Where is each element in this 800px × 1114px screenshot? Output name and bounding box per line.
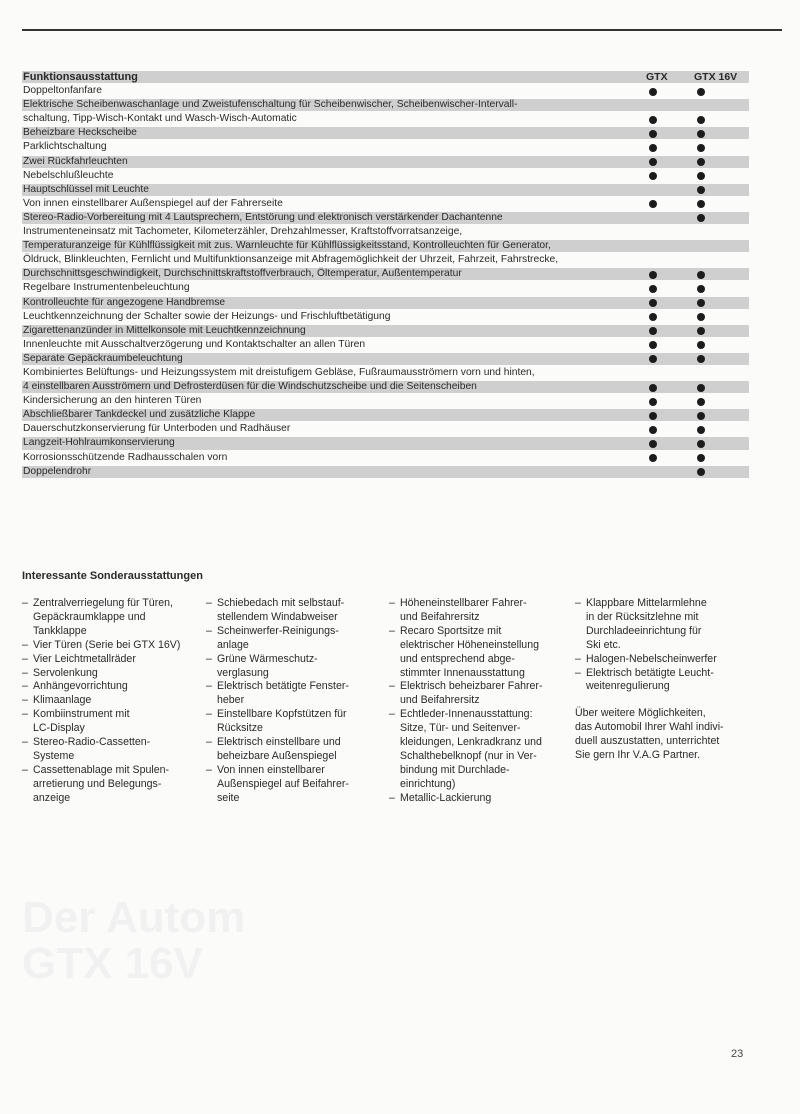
option-item-line: und Beifahrersitz [400,610,480,623]
bullet-dash: – [22,638,28,651]
gtx-included-dot [649,313,657,321]
gtx-16v-included-dot [697,299,705,307]
gtx-16v-included-dot [697,440,705,448]
feature-row [22,267,750,281]
gtx-16v-included-dot [697,200,705,208]
option-item [206,736,376,764]
feature-row [22,310,750,324]
option-item-line: Einstellbare Kopfstützen für [217,708,347,721]
option-item [575,597,760,653]
gtx-included-dot [649,412,657,420]
option-item-line: heber [217,694,245,707]
gtx-16v-included-dot [697,130,705,138]
feature-label: Regelbare Instrumentenbeleuchtung [23,282,190,294]
option-item [206,653,376,681]
bullet-dash: – [206,736,212,749]
options-column-3 [389,597,564,806]
option-item [389,625,564,681]
options-title: Interessante Sonderausstattungen [22,570,203,582]
feature-table [22,70,750,479]
option-item-line: Stereo-Radio-Cassetten- [33,736,151,749]
option-item-line: Metallic-Lackierung [400,791,492,804]
gtx-included-dot [649,285,657,293]
bullet-dash: – [575,652,581,665]
option-item [22,764,202,806]
feature-label: Nebelschlußleuchte [23,169,114,181]
feature-label: Innenleuchte mit Ausschaltverzögerung und Kontaktschalter an allen Türen [23,338,366,350]
feature-row [22,451,750,465]
faded-heading-line: Der Autom [22,893,246,942]
option-item [22,653,202,667]
gtx-included-dot [649,144,657,152]
feature-table-title: Funktionsausstattung [23,71,138,83]
feature-row [22,281,750,295]
option-item-line: seite [217,791,240,804]
feature-row [22,84,750,98]
option-item-line: Vier Leichtmetallräder [33,652,136,665]
option-item-line: beheizbare Außenspiegel [217,749,337,762]
feature-label: Abschließbarer Tankdeckel und zusätzliche Klappe [23,409,256,421]
bullet-dash: – [206,708,212,721]
feature-label: Zigarettenanzünder in Mittelkonsole mit Leuchtkennzeichnung [23,324,306,336]
option-item [22,667,202,681]
option-item-line: Klimaanlage [33,694,92,707]
option-item-line: Durchladeeinrichtung für [586,624,702,637]
feature-row [22,408,750,422]
gtx-16v-included-dot [697,158,705,166]
option-item-line: Elektrisch einstellbare und [217,736,341,749]
bullet-dash: – [22,763,28,776]
feature-row [22,253,750,267]
option-item [389,680,564,708]
bullet-dash: – [22,708,28,721]
option-item-line: verglasung [217,666,269,679]
feature-label: Korrosionsschützende Radhausschalen vorn [23,451,228,463]
feature-row [22,126,750,140]
option-item-line: Außenspiegel auf Beifahrer- [217,777,349,790]
gtx-16v-included-dot [697,341,705,349]
option-item-line: Elektrisch beheizbarer Fahrer- [400,680,543,693]
option-item-line: Elektrisch betätigte Fenster- [217,680,349,693]
option-item-line: Anhängevorrichtung [33,680,128,693]
option-item-line: anzeige [33,791,71,804]
feature-row [22,436,750,450]
column-header-gtx: GTX [646,71,668,83]
gtx-included-dot [649,88,657,96]
option-item-line: Von innen einstellbarer [217,763,325,776]
feature-row [22,225,750,239]
options-column-2 [206,597,376,806]
option-item [389,597,564,625]
option-item-line: Tankklappe [33,624,87,637]
options-column-4 [575,597,760,763]
feature-row [22,183,750,197]
gtx-included-dot [649,454,657,462]
option-item [22,708,202,736]
gtx-included-dot [649,398,657,406]
option-item-line: Scheinwerfer-Reinigungs- [217,624,339,637]
option-item-line: Cassettenablage mit Spulen- [33,763,170,776]
option-item [22,694,202,708]
bullet-dash: – [22,736,28,749]
option-item-line: Höheneinstellbarer Fahrer- [400,597,527,609]
faded-heading [22,895,245,987]
gtx-16v-included-dot [697,412,705,420]
bullet-dash: – [389,597,395,609]
option-item-line: stellendem Windabweiser [217,610,338,623]
gtx-included-dot [649,200,657,208]
bullet-dash: – [22,666,28,679]
feature-label: schaltung, Tipp-Wisch-Kontakt und Wasch-Wisch-Automatic [23,113,297,125]
option-item [206,708,376,736]
dealer-note-line: Sie gern Ihr V.A.G Partner. [575,749,701,762]
feature-label: Instrumenteneinsatz mit Tachometer, Kilometerzähler, Drehzahlmesser, Kraftstoffvorratsanzeige, [23,226,463,238]
option-item-line: Ski etc. [586,638,621,651]
feature-label: Elektrische Scheibenwaschanlage und Zweistufenschaltung für Scheibenwischer, Scheibenwischer-Intervall- [23,99,518,111]
feature-row [22,338,750,352]
option-item-line: Grüne Wärmeschutz- [217,652,318,665]
option-item-line: Kombiinstrument mit [33,708,130,721]
gtx-included-dot [649,271,657,279]
bullet-dash: – [389,680,395,693]
feature-label: Langzeit-Hohlraumkonservierung [23,437,175,449]
option-item-line: Elektrisch betätigte Leucht- [586,666,714,679]
row-shading [22,156,749,168]
option-item-line: Schiebedach mit selbstauf- [217,597,345,609]
gtx-16v-included-dot [697,398,705,406]
gtx-included-dot [649,172,657,180]
option-item [389,792,564,806]
column-header-gtx-16v: GTX 16V [694,71,738,83]
bullet-dash: – [206,624,212,637]
bullet-dash: – [575,597,581,609]
feature-label: Doppeltonfanfare [23,85,103,97]
gtx-included-dot [649,384,657,392]
option-item-line: kleidungen, Lenkradkranz und [400,736,542,749]
option-item-line: stimmter Innenausstattung [400,666,525,679]
option-item-line: Schalthebelknopf (nur in Ver- [400,749,537,762]
feature-label: Beheizbare Heckscheibe [23,127,137,139]
dealer-note [575,707,760,763]
feature-label: Zwei Rückfahrleuchten [23,155,128,167]
feature-row [22,211,750,225]
option-item [206,597,376,625]
option-item-line: bindung mit Durchlade- [400,763,510,776]
feature-label: Doppelendrohr [23,465,92,477]
feature-row [22,394,750,408]
feature-label: Separate Gepäckraumbeleuchtung [23,352,183,364]
gtx-included-dot [649,440,657,448]
feature-label: Öldruck, Blinkleuchten, Fernlicht und Multifunktionsanzeige mit Abfragemöglichkeit der Uhrzeit, Fahrzeit, Fahrstrecke, [23,254,559,266]
gtx-16v-included-dot [697,88,705,96]
option-item-line: Gepäckraumklappe und [33,610,146,623]
option-item [389,708,564,791]
dealer-note-line: Über weitere Möglichkeiten, [575,707,706,720]
option-item [206,680,376,708]
option-item-line: Systeme [33,749,75,762]
option-item-line: Sitze, Tür- und Seitenver- [400,722,521,735]
option-item-line: und entsprechend abge- [400,652,515,665]
feature-table-header [22,70,750,84]
gtx-16v-included-dot [697,426,705,434]
top-rule [22,29,782,31]
option-item-line: LC-Display [33,722,85,735]
feature-label: Kombiniertes Belüftungs- und Heizungssystem mit dreistufigem Gebläse, Fußraumausströmern vorn und hinten, [23,366,535,378]
feature-row [22,112,750,126]
option-item-line: weitenregulierung [586,680,670,693]
feature-row [22,169,750,183]
option-item-line: Echtleder-Innenausstattung: [400,708,533,721]
feature-label: Leuchtkennzeichnung der Schalter sowie der Heizungs- und Frischluftbetätigung [23,310,391,322]
option-item [22,736,202,764]
bullet-dash: – [389,624,395,637]
gtx-16v-included-dot [697,144,705,152]
bullet-dash: – [206,597,212,609]
feature-label: Dauerschutzkonservierung für Unterboden und Radhäuser [23,423,291,435]
bullet-dash: – [22,652,28,665]
page-number: 23 [731,1048,744,1060]
feature-label: Von innen einstellbarer Außenspiegel auf der Fahrerseite [23,197,283,209]
feature-row [22,352,750,366]
feature-row [22,239,750,253]
feature-row [22,422,750,436]
option-item-line: und Beifahrersitz [400,694,480,707]
gtx-16v-included-dot [697,313,705,321]
option-item-line: Servolenkung [33,666,98,679]
feature-row [22,324,750,338]
option-item-line: Recaro Sportsitze mit [400,624,502,637]
gtx-included-dot [649,130,657,138]
feature-label: Durchschnittsgeschwindigkeit, Durchschnittskraftstoffverbrauch, Öltemperatur, Außentemperatur [23,268,462,280]
feature-label: Temperaturanzeige für Kühlflüssigkeit mit zus. Warnleuchte für Kühlflüssigkeitsstand, Kontrolleuchten für Generator, [23,240,551,252]
option-item-line: in der Rücksitzlehne mit [586,610,699,623]
options-column-1 [22,597,202,806]
feature-label: 4 einstellbaren Ausströmern und Defrosterdüsen für die Windschutzscheibe und die Seitenscheiben [23,381,477,393]
option-item-line: elektrischer Höheneinstellung [400,638,539,651]
gtx-included-dot [649,116,657,124]
gtx-included-dot [649,341,657,349]
option-item-line: arretierung und Belegungs- [33,777,162,790]
bullet-dash: – [389,791,395,804]
option-item [206,625,376,653]
bullet-dash: – [22,597,28,609]
feature-label: Kindersicherung an den hinteren Türen [23,395,202,407]
feature-row [22,366,750,380]
bullet-dash: – [206,763,212,776]
dealer-note-line: duell auszustatten, unterrichtet [575,735,720,748]
option-item [22,597,202,639]
feature-row [22,197,750,211]
dealer-note-line: das Automobil Ihrer Wahl indivi- [575,721,724,734]
feature-label: Kontrolleuchte für angezogene Handbremse [23,296,226,308]
gtx-16v-included-dot [697,285,705,293]
option-item-line: Vier Türen (Serie bei GTX 16V) [33,638,181,651]
feature-row [22,296,750,310]
feature-label: Parklichtschaltung [23,141,107,153]
option-item-line: Rücksitze [217,722,263,735]
option-item-line: Klappbare Mittelarmlehne [586,597,707,609]
bullet-dash: – [206,680,212,693]
option-item [22,680,202,694]
bullet-dash: – [389,708,395,721]
feature-row [22,155,750,169]
option-item-line: anlage [217,638,249,651]
bullet-dash: – [206,652,212,665]
feature-label: Stereo-Radio-Vorbereitung mit 4 Lautsprechern, Entstörung und elektronisch verstärkender Dachantenne [23,211,503,223]
gtx-16v-included-dot [697,384,705,392]
gtx-included-dot [649,426,657,434]
bullet-dash: – [22,680,28,693]
gtx-16v-included-dot [697,172,705,180]
feature-row [22,465,750,479]
feature-label: Hauptschlüssel mit Leuchte [23,183,149,195]
feature-row [22,98,750,112]
row-shading [22,466,749,478]
option-item [575,667,760,695]
option-item [575,653,760,667]
gtx-16v-included-dot [697,271,705,279]
gtx-included-dot [649,158,657,166]
feature-row [22,380,750,394]
option-item-line: einrichtung) [400,777,456,790]
bullet-dash: – [575,666,581,679]
bullet-dash: – [22,694,28,707]
gtx-included-dot [649,299,657,307]
option-item-line: Halogen-Nebelscheinwerfer [586,652,717,665]
faded-heading-line: GTX 16V [22,939,203,988]
option-item [22,639,202,653]
gtx-16v-included-dot [697,116,705,124]
gtx-16v-included-dot [697,454,705,462]
option-item-line: Zentralverriegelung für Türen, [33,597,173,609]
feature-row [22,140,750,154]
option-item [206,764,376,806]
